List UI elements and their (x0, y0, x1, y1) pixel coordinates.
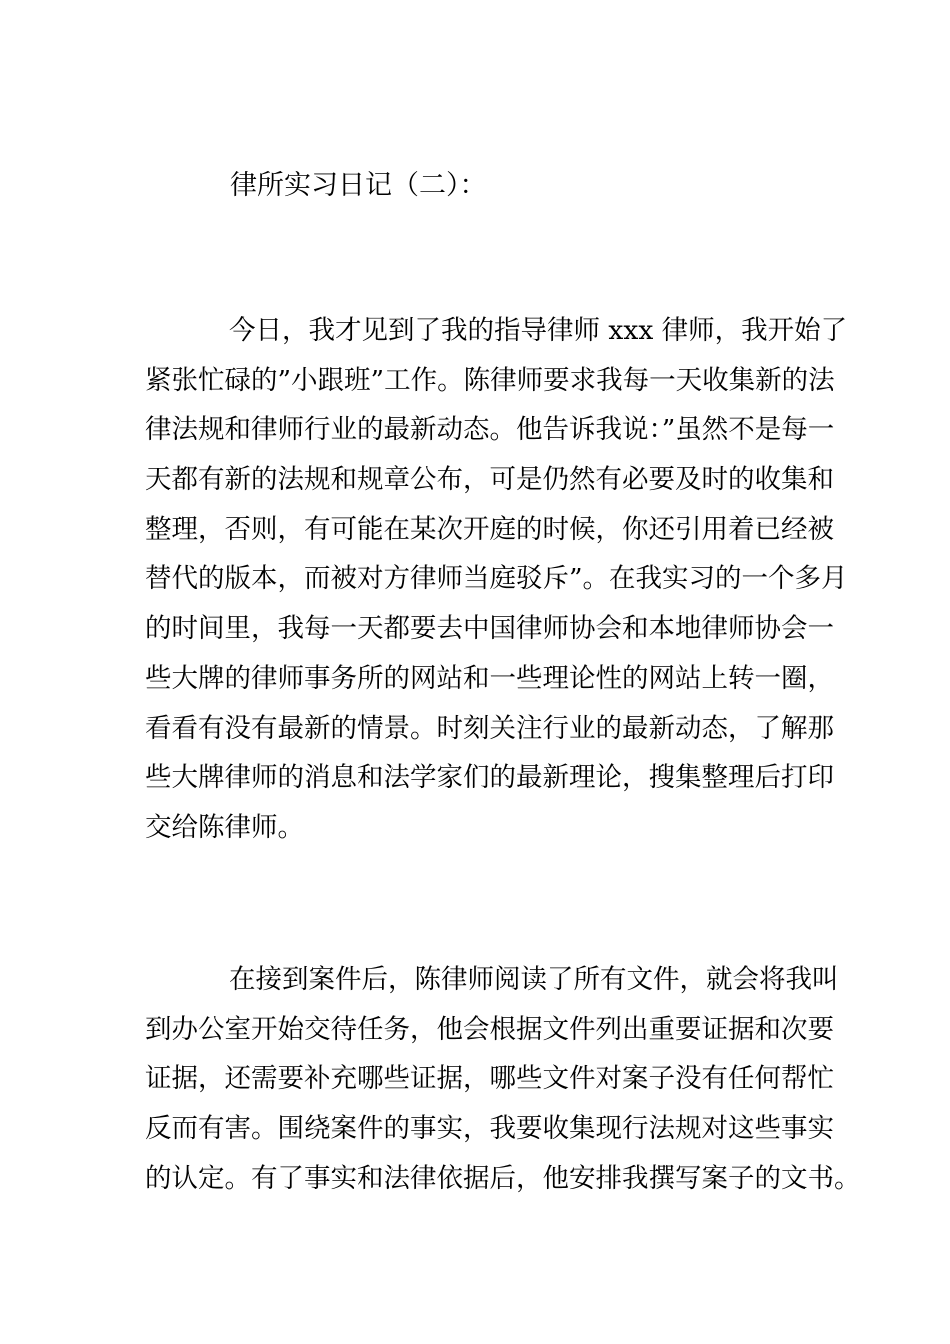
paragraph-line: 到办公室开始交待任务，他会根据文件列出重要证据和次要 (145, 1013, 834, 1045)
paragraph-1 (145, 306, 848, 853)
paragraph-line: 反而有害。围绕案件的事实，我要收集现行法规对这些事实 (145, 1113, 834, 1145)
paragraph-line: 交给陈律师。 (145, 811, 304, 843)
paragraph-line: 些大牌律师的消息和法学家们的最新理论，搜集整理后打印 (145, 762, 834, 794)
paragraph-line: 律法规和律师行业的最新动态。他告诉我说：”虽然不是每一 (145, 414, 835, 446)
paragraph-line: 在接到案件后，陈律师阅读了所有文件，就会将我叫 (229, 964, 839, 995)
paragraph-line: 些大牌的律师事务所的网站和一些理论性的网站上转一圈， (145, 662, 834, 694)
paragraph-line: 的时间里，我每一天都要去中国律师协会和本地律师协会一 (145, 613, 834, 645)
paragraph-2 (145, 955, 861, 1203)
paragraph-line: 的认定。有了事实和法律依据后，他安排我撰写案子的文书。 (145, 1162, 861, 1194)
paragraph-line: 替代的版本，而被对方律师当庭驳斥”。在我实习的一个多月 (145, 563, 848, 595)
document-title: 律所实习日记（二）： (230, 170, 487, 201)
paragraph-line: 紧张忙碌的”小跟班”工作。陈律师要求我每一天收集新的法 (145, 364, 835, 396)
paragraph-line: 今日，我才见到了我的指导律师 xxx 律师，我开始了 (229, 315, 848, 346)
paragraph-line: 看看有没有最新的情景。时刻关注行业的最新动态，了解那 (145, 712, 834, 744)
paragraph-line: 天都有新的法规和规章公布，可是仍然有必要及时的收集和 (145, 464, 834, 496)
paragraph-line: 整理，否则，有可能在某次开庭的时候，你还引用着已经被 (145, 513, 834, 545)
paragraph-line: 证据，还需要补充哪些证据，哪些文件对案子没有任何帮忙 (145, 1063, 834, 1095)
